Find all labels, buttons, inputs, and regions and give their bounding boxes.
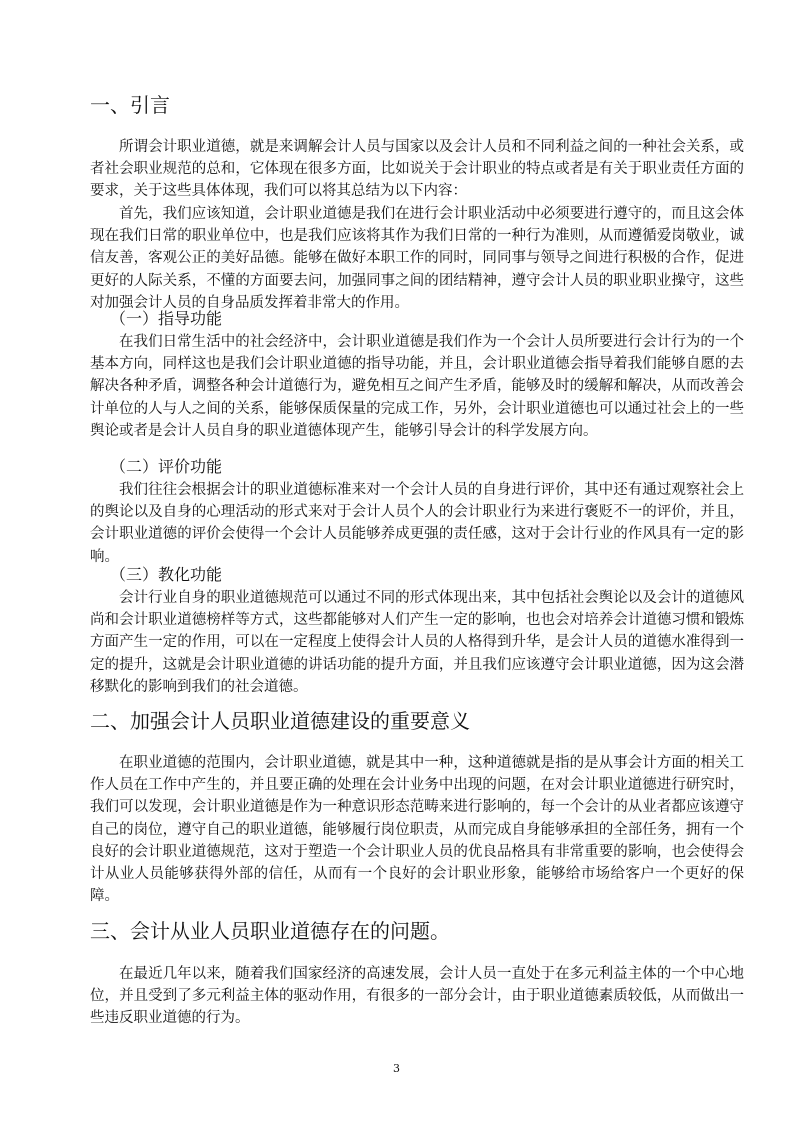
- section-heading-significance: 二、加强会计人员职业道德建设的重要意义: [90, 709, 470, 733]
- subsection-heading-education: （三）教化功能: [110, 565, 223, 584]
- paragraph-education-function: 会计行业自身的职业道德规范可以通过不同的形式体现出来，其中包括社会舆论以及会计的道德风尚和会计职业道德榜样等方式，这些都能够对人们产生一定的影响，也也会对培养会计道德习惯和锻炼方面产生一定的作用，可以在一定程度上使得会计人员的人格得到升华，是会计人员的道德水准得到一定的提升，这就是会计职业道德的讲话功能的提升方面，并且我们应该遵守会计职业道德，因为这会潜移默化的影响到我们的社会道德。: [90, 590, 744, 695]
- paragraph-evaluation-function: 我们往往会根据会计的职业道德标准来对一个会计人员的自身进行评价，其中还有通过观察社会上的舆论以及自身的心理活动的形式来对于会计人员个人的会计职业行为来进行褒贬不一的评价，并且，会计职业道德的评价会使得一个会计人员能够养成更强的责任感，这对于会计行业的作风具有一定的影响。: [90, 482, 744, 565]
- paragraph-guidance-function: 在我们日常生活中的社会经济中，会计职业道德是我们作为一个会计人员所要进行会计行为的一个基本方向，同样这也是我们会计职业道德的指导功能，并且，会计职业道德会指导着我们能够自愿的去解决各种矛盾，调整各种会计道德行为，避免相互之间产生矛盾，能够及时的缓解和解决，从而改善会计单位的人与人之间的关系，能够保质保量的完成工作，另外，会计职业道德也可以通过社会上的一些舆论或者是会计人员自身的职业道德体现产生，能够引导会计的科学发展方向。: [90, 334, 744, 439]
- section-heading-introduction: 一、引言: [90, 93, 170, 117]
- section-heading-problems: 三、会计从业人员职业道德存在的问题。: [90, 919, 450, 943]
- paragraph-significance: 在职业道德的范围内，会计职业道德，就是其中一种，这种道德就是指的是从事会计方面的相关工作人员在工作中产生的，并且要正确的处理在会计业务中出现的问题，在对会计职业道德进行研究时，我们可以发现，会计职业道德是作为一种意识形态范畴来进行影响的，每一个会计的从业者都应该遵守自己的岗位，遵守自己的职业道德，能够履行岗位职责，从而完成自身能够承担的全部任务，拥有一个良好的会计职业道德规范，这对于塑造一个会计职业人员的优良品格具有非常重要的影响，也会使得会计从业人员能够获得外部的信任，从而有一个良好的会计职业形象，能够给市场给客户一个更好的保障。: [90, 755, 744, 905]
- page-number: 3: [393, 1062, 400, 1075]
- paragraph-intro-first: 首先，我们应该知道，会计职业道德是我们在进行会计职业活动中必须要进行遵守的，而且这会体现在我们日常的职业单位中，也是我们应该将其作为我们日常的一种行为准则，从而遵循爱岗敬业，诚信友善，客观公正的美好品德。能够在做好本职工作的同时，同同事与领导之间进行积极的合作，促进更好的人际关系，不懂的方面要去问，加强同事之间的团结精神，遵守会计人员的职业职业操守，这些对加强会计人员的自身品质发挥着非常大的作用。: [90, 206, 744, 311]
- subsection-heading-evaluation: （二）评价功能: [110, 457, 223, 476]
- paragraph-intro-definition: 所谓会计职业道德，就是来调解会计人员与国家以及会计人员和不同利益之间的一种社会关系，或者社会职业规范的总和，它体现在很多方面，比如说关于会计职业的特点或者是有关于职业责任方面的要求，关于这些具体体现，我们可以将其总结为以下内容：: [90, 139, 744, 200]
- paragraph-problems: 在最近几年以来，随着我们国家经济的高速发展，会计人员一直处于在多元利益主体的一个中心地位，并且受到了多元利益主体的驱动作用，有很多的一部分会计，由于职业道德素质较低，从而做出一些违反职业道德的行为。: [90, 966, 744, 1027]
- subsection-heading-guidance: （一）指导功能: [110, 309, 223, 328]
